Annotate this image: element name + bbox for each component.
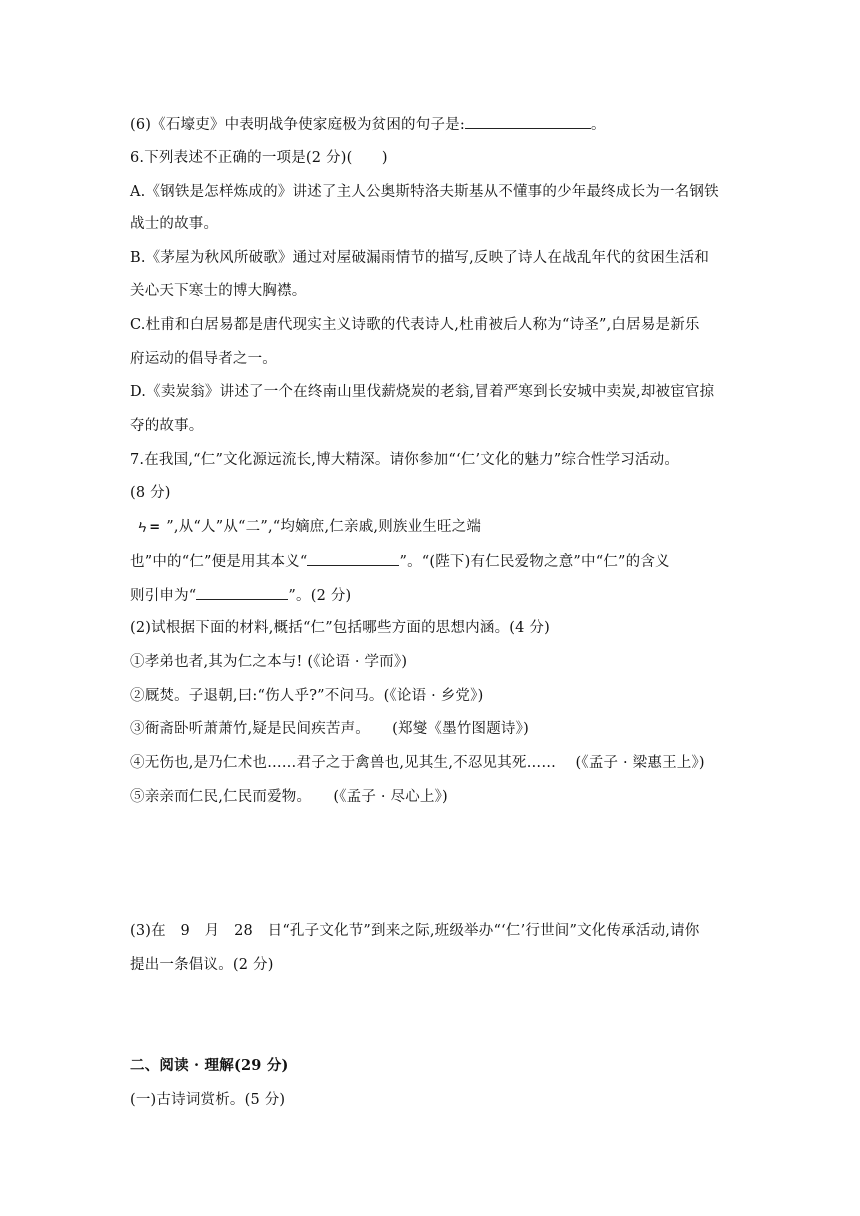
question-text: 也”中的“仁”便是用其本义“ (130, 554, 308, 570)
question-6-title: 6.下列表述不正确的一项是(2 分)( ) (130, 150, 388, 166)
answer-blank-1[interactable] (307, 551, 399, 566)
question-7-3-line-1: (3)在 9 月 28 日“孔子文化节”到来之际,班级举办“‘仁’行世间”文化传承活动,请你 (130, 923, 700, 939)
question-text: 则引申为“ (130, 588, 197, 604)
question-6-6 (130, 114, 606, 135)
question-7-1-line-1 (130, 517, 481, 538)
answer-blank[interactable] (465, 114, 591, 129)
material-5: ⑤亲亲而仁民,仁民而爱物。 (《孟子 · 尽心上》) (130, 789, 448, 805)
question-7-score: (8 分) (130, 485, 171, 501)
section-2-part-1: (一)古诗词赏析。(5 分) (130, 1092, 286, 1108)
material-2: ②厩焚。子退朝,曰:“伤人乎?”不问马。(《论语 · 乡党》) (130, 688, 484, 704)
question-7-title: 7.在我国,“仁”文化源远流长,博大精深。请你参加“‘仁’文化的魅力”综合性学习活动。 (130, 452, 680, 468)
option-a-line-2: 战士的故事。 (130, 216, 219, 232)
question-text-end: ”,从“人”从“二”,“均嫡庶,仁亲戚,则族业生旺之端 (166, 519, 482, 535)
question-7-1-line-2 (130, 551, 670, 572)
material-4: ④无伤也,是乃仁术也……君子之于禽兽也,见其生,不忍见其死…… (《孟子 · 梁惠王上》) (130, 755, 705, 771)
section-2-heading: 二、阅读 · 理解(29 分) (130, 1057, 289, 1074)
question-text-end: 。 (590, 117, 606, 133)
question-text-end: ”。“(陛下)有仁民爱物之意”中“仁”的含义 (399, 554, 670, 570)
option-c-line-1: C.杜甫和白居易都是唐代现实主义诗歌的代表诗人,杜甫被后人称为“诗圣”,白居易是新乐 (130, 317, 700, 333)
answer-blank-2[interactable] (196, 585, 288, 600)
question-text-end: ”。(2 分) (288, 588, 352, 604)
option-d-line-1: D.《卖炭翁》讲述了一个在终南山里伐薪烧炭的老翁,冒着严寒到长安城中卖炭,却被宦官掠 (130, 384, 715, 400)
option-d-line-2: 夺的故事。 (130, 418, 204, 434)
option-a-line-1: A.《钢铁是怎样炼成的》讲述了主人公奥斯特洛夫斯基从不懂事的少年最终成长为一名钢铁 (130, 184, 719, 200)
oracle-bone-ren-glyph: ㄣ= (136, 520, 161, 535)
question-7-3-line-2: 提出一条倡议。(2 分) (130, 957, 274, 973)
question-7-2: (2)试根据下面的材料,概括“仁”包括哪些方面的思想内涵。(4 分) (130, 620, 550, 636)
option-c-line-2: 府运动的倡导者之一。 (130, 351, 277, 367)
question-7-1-line-3 (130, 585, 351, 606)
option-b-line-2: 关心天下寒士的博大胸襟。 (130, 283, 307, 299)
question-text: (6)《石壕吏》中表明战争使家庭极为贫困的句子是: (130, 117, 465, 133)
option-b-line-1: B.《茅屋为秋风所破歌》通过对屋破漏雨情节的描写,反映了诗人在战乱年代的贫困生活和 (130, 250, 710, 266)
material-1: ①孝弟也者,其为仁之本与! (《论语 · 学而》) (130, 654, 408, 670)
material-3: ③衙斋卧听萧萧竹,疑是民间疾苦声。 (郑燮《墨竹图题诗》) (130, 721, 529, 737)
